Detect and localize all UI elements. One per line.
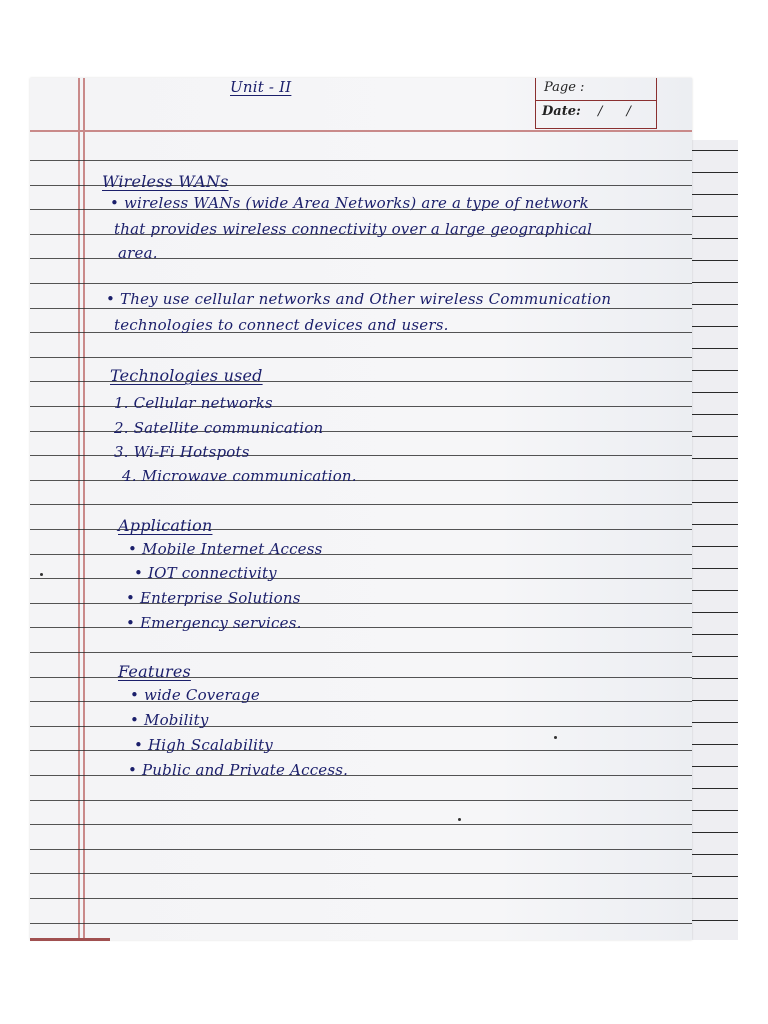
ruled-line bbox=[30, 923, 692, 924]
section-heading-features: Features bbox=[118, 662, 191, 681]
list-item: • Mobility bbox=[130, 711, 209, 729]
section-heading-wan: Wireless WANs bbox=[102, 172, 229, 191]
list-item: • IOT connectivity bbox=[134, 564, 277, 582]
section-heading-technologies: Technologies used bbox=[110, 366, 263, 385]
list-item: • Public and Private Access. bbox=[128, 761, 349, 779]
date-value: / / bbox=[598, 104, 641, 119]
list-item: • Enterprise Solutions bbox=[126, 589, 301, 607]
header-rule bbox=[30, 130, 692, 132]
ruled-line bbox=[30, 898, 692, 899]
list-item: • Mobile Internet Access bbox=[128, 540, 323, 558]
ruled-line bbox=[30, 578, 692, 579]
list-item: • Emergency services. bbox=[126, 614, 302, 632]
list-item: • wide Coverage bbox=[130, 686, 260, 704]
ruled-line bbox=[30, 873, 692, 874]
page-edge-mark bbox=[30, 938, 110, 941]
ruled-line bbox=[30, 800, 692, 801]
ruled-line bbox=[30, 652, 692, 653]
ruled-line bbox=[30, 283, 692, 284]
list-item: 3. Wi-Fi Hotspots bbox=[114, 443, 250, 461]
date-box bbox=[535, 78, 657, 129]
list-item: • High Scalability bbox=[134, 736, 273, 754]
ink-speck bbox=[554, 736, 557, 739]
ink-speck bbox=[40, 573, 43, 576]
ruled-line bbox=[30, 750, 692, 751]
wan-paragraph-1-line-1: • wireless WANs (wide Area Networks) are a type of network bbox=[110, 194, 589, 212]
unit-title: Unit - II bbox=[230, 78, 292, 96]
margin-line-right bbox=[83, 78, 85, 940]
date-label: Date: bbox=[542, 104, 581, 119]
ruled-line bbox=[30, 849, 692, 850]
list-item: 4. Microwave communication. bbox=[122, 467, 357, 485]
ruled-line bbox=[30, 504, 692, 505]
wan-paragraph-1-line-3: area. bbox=[118, 244, 158, 262]
wan-paragraph-2-line-1: • They use cellular networks and Other wireless Communication bbox=[106, 290, 612, 308]
wan-paragraph-2-line-2: technologies to connect devices and users. bbox=[114, 316, 449, 334]
ruled-line bbox=[30, 357, 692, 358]
ink-speck bbox=[458, 818, 461, 821]
ruled-line bbox=[30, 160, 692, 161]
list-item: 2. Satellite communication bbox=[114, 419, 324, 437]
margin-line-left bbox=[78, 78, 80, 940]
wan-paragraph-1-line-2: that provides wireless connectivity over a large geographical bbox=[114, 220, 593, 238]
page-label: Page : bbox=[544, 80, 585, 95]
notebook-page bbox=[30, 78, 692, 940]
ruled-line bbox=[30, 824, 692, 825]
section-heading-application: Application bbox=[118, 516, 213, 535]
list-item: 1. Cellular networks bbox=[114, 394, 273, 412]
